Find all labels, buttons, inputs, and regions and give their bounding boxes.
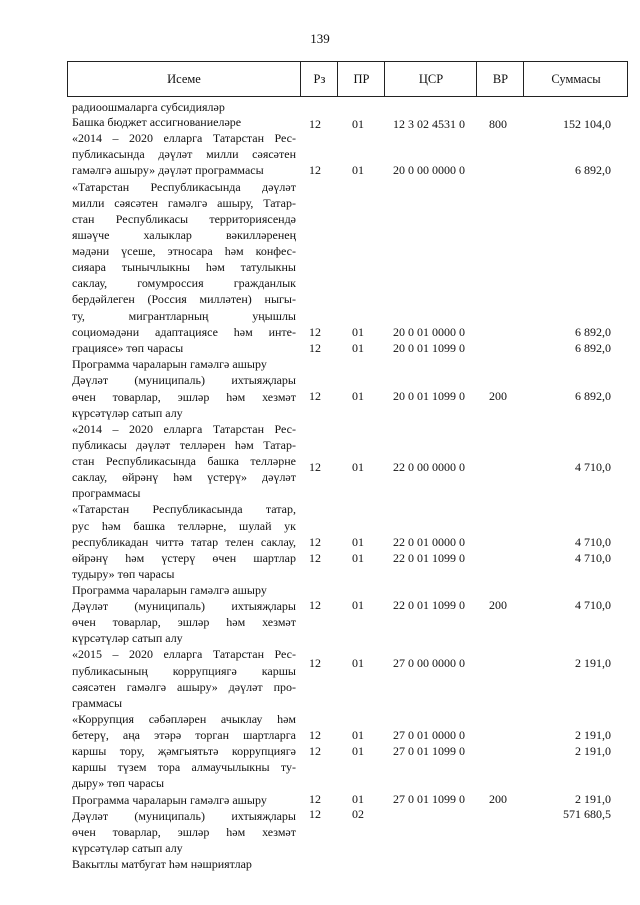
cell-sum: 2 191,0 bbox=[575, 656, 611, 670]
table-header bbox=[67, 61, 628, 97]
cell-sum: 2 191,0 bbox=[575, 744, 611, 758]
name-line: милли сәясәтен гамәлгә ашыру, Татар- bbox=[72, 196, 296, 210]
cell-pr: 01 bbox=[352, 792, 364, 806]
name-line: гамәлгә ашыру» дәүләт программасы bbox=[72, 163, 264, 177]
name-line: социомәдәни адаптациясе һәм инте- bbox=[72, 325, 296, 339]
cell-vr: 200 bbox=[489, 792, 507, 806]
name-line: мәдәни үсеше, этносара һәм конфес- bbox=[72, 244, 296, 258]
cell-csr: 12 3 02 4531 0 bbox=[393, 117, 465, 131]
cell-csr: 22 0 01 0000 0 bbox=[393, 535, 465, 549]
cell-rz: 12 bbox=[309, 744, 321, 758]
cell-csr: 20 0 01 1099 0 bbox=[393, 389, 465, 403]
name-line: бердәйлеген (Россия милләтен) ныгы- bbox=[72, 292, 296, 306]
cell-pr: 01 bbox=[352, 325, 364, 339]
name-line: өйрәнү һәм үстерү өчен шартлар bbox=[72, 551, 296, 565]
cell-rz: 12 bbox=[309, 807, 321, 821]
header-rz: Рз bbox=[300, 62, 338, 96]
name-line: стан Республикасында башка телләрне bbox=[72, 454, 296, 468]
name-line: «Коррупция сәбәпләрен ачыклау һәм bbox=[72, 712, 296, 726]
cell-sum: 571 680,5 bbox=[563, 807, 611, 821]
cell-sum: 2 191,0 bbox=[575, 792, 611, 806]
name-line: каршы тору, җәмгыятьтә коррупциягә bbox=[72, 744, 296, 758]
name-line: Башка бюджет ассигнованиеләре bbox=[72, 115, 242, 129]
cell-pr: 01 bbox=[352, 341, 364, 355]
name-line: дыру» төп чарасы bbox=[72, 776, 165, 790]
name-line: публикасының коррупциягә каршы bbox=[72, 664, 296, 678]
name-line: грациясе» төп чарасы bbox=[72, 341, 184, 355]
header-sum: Суммасы bbox=[523, 62, 628, 96]
cell-rz: 12 bbox=[309, 389, 321, 403]
header-name: Исеме bbox=[167, 72, 201, 86]
cell-sum: 6 892,0 bbox=[575, 389, 611, 403]
cell-rz: 12 bbox=[309, 535, 321, 549]
cell-csr: 20 0 01 0000 0 bbox=[393, 325, 465, 339]
header-pr: ПР bbox=[337, 62, 385, 96]
cell-sum: 4 710,0 bbox=[575, 535, 611, 549]
name-line: Вакытлы матбугат һәм нәшриятлар bbox=[72, 857, 252, 871]
cell-sum: 6 892,0 bbox=[575, 341, 611, 355]
name-line: Программа чараларын гамәлгә ашыру bbox=[72, 793, 267, 807]
cell-csr: 27 0 01 1099 0 bbox=[393, 792, 465, 806]
cell-pr: 01 bbox=[352, 163, 364, 177]
cell-sum: 4 710,0 bbox=[575, 598, 611, 612]
name-line: «2015 – 2020 елларга Татарстан Рес- bbox=[72, 647, 296, 661]
cell-sum: 6 892,0 bbox=[575, 325, 611, 339]
name-line: яшәүче халыклар вәкилләренең bbox=[72, 228, 296, 242]
name-line: республикадан читтә татар телен саклау, bbox=[72, 535, 296, 549]
cell-pr: 02 bbox=[352, 807, 364, 821]
cell-pr: 01 bbox=[352, 535, 364, 549]
cell-rz: 12 bbox=[309, 460, 321, 474]
name-line: сияара тынычлыкны һәм татулыкны bbox=[72, 260, 296, 274]
name-line: өчен товарлар, эшләр һәм хезмәт bbox=[72, 390, 296, 404]
name-line: каршы түзем тора алмаучылыкны ту- bbox=[72, 760, 296, 774]
cell-csr: 27 0 01 0000 0 bbox=[393, 728, 465, 742]
cell-csr: 22 0 00 0000 0 bbox=[393, 460, 465, 474]
name-line: публикасында дәүләт милли сәясәтен bbox=[72, 147, 296, 161]
cell-pr: 01 bbox=[352, 744, 364, 758]
name-line: саклау, гомумроссия гражданлык bbox=[72, 276, 296, 290]
cell-vr: 200 bbox=[489, 598, 507, 612]
cell-rz: 12 bbox=[309, 551, 321, 565]
cell-vr: 200 bbox=[489, 389, 507, 403]
name-line: күрсәтүләр сатып алу bbox=[72, 631, 183, 645]
cell-pr: 01 bbox=[352, 656, 364, 670]
cell-rz: 12 bbox=[309, 728, 321, 742]
cell-rz: 12 bbox=[309, 117, 321, 131]
cell-pr: 01 bbox=[352, 460, 364, 474]
cell-sum: 6 892,0 bbox=[575, 163, 611, 177]
name-line: граммасы bbox=[72, 696, 123, 710]
name-line: «Татарстан Республикасында татар, bbox=[72, 502, 296, 516]
name-line: күрсәтүләр сатып алу bbox=[72, 841, 183, 855]
cell-csr: 27 0 00 0000 0 bbox=[393, 656, 465, 670]
header-vr: ВР bbox=[476, 62, 524, 96]
cell-csr: 20 0 01 1099 0 bbox=[393, 341, 465, 355]
name-line: «Татарстан Республикасында дәүләт bbox=[72, 180, 296, 194]
name-line: Программа чараларын гамәлгә ашыру bbox=[72, 357, 267, 371]
cell-rz: 12 bbox=[309, 656, 321, 670]
name-line: публикасы дәүләт телләрен һәм Татар- bbox=[72, 438, 296, 452]
cell-csr: 22 0 01 1099 0 bbox=[393, 551, 465, 565]
name-line: радиоошмаларга субсидияләр bbox=[72, 100, 225, 114]
name-line: «2014 – 2020 елларга Татарстан Рес- bbox=[72, 422, 296, 436]
cell-sum: 4 710,0 bbox=[575, 460, 611, 474]
cell-rz: 12 bbox=[309, 598, 321, 612]
name-line: өчен товарлар, эшләр һәм хезмәт bbox=[72, 825, 296, 839]
cell-sum: 2 191,0 bbox=[575, 728, 611, 742]
name-line: бетерү, аңа этәрә торган шартларга bbox=[72, 728, 296, 742]
name-line: күрсәтүләр сатып алу bbox=[72, 406, 183, 420]
header-csr: ЦСР bbox=[384, 62, 477, 96]
cell-pr: 01 bbox=[352, 598, 364, 612]
cell-rz: 12 bbox=[309, 163, 321, 177]
name-line: «2014 – 2020 елларга Татарстан Рес- bbox=[72, 131, 296, 145]
cell-rz: 12 bbox=[309, 341, 321, 355]
cell-vr: 800 bbox=[489, 117, 507, 131]
name-line: ту, мигрантларның уңышлы bbox=[72, 309, 296, 323]
cell-csr: 27 0 01 1099 0 bbox=[393, 744, 465, 758]
name-line: саклау, өйрәнү һәм үстерү» дәүләт bbox=[72, 470, 296, 484]
cell-rz: 12 bbox=[309, 792, 321, 806]
cell-sum: 4 710,0 bbox=[575, 551, 611, 565]
name-line: рус һәм башка телләрне, шулай ук bbox=[72, 519, 296, 533]
name-line: стан Республикасы территориясендә bbox=[72, 212, 296, 226]
cell-csr: 22 0 01 1099 0 bbox=[393, 598, 465, 612]
name-line: сәясәтен гамәлгә ашыру» дәүләт про- bbox=[72, 680, 296, 694]
name-line: Дәүләт (муниципаль) ихтыяҗлары bbox=[72, 599, 296, 613]
cell-csr: 20 0 00 0000 0 bbox=[393, 163, 465, 177]
cell-pr: 01 bbox=[352, 389, 364, 403]
name-line: Дәүләт (муниципаль) ихтыяҗлары bbox=[72, 373, 296, 387]
name-line: Дәүләт (муниципаль) ихтыяҗлары bbox=[72, 809, 296, 823]
name-line: өчен товарлар, эшләр һәм хезмәт bbox=[72, 615, 296, 629]
page-number: 139 bbox=[310, 31, 330, 46]
cell-sum: 152 104,0 bbox=[563, 117, 611, 131]
name-line: Программа чараларын гамәлгә ашыру bbox=[72, 583, 267, 597]
name-line: тудыру» төп чарасы bbox=[72, 567, 175, 581]
cell-pr: 01 bbox=[352, 117, 364, 131]
name-line: программасы bbox=[72, 486, 141, 500]
cell-pr: 01 bbox=[352, 728, 364, 742]
cell-rz: 12 bbox=[309, 325, 321, 339]
cell-pr: 01 bbox=[352, 551, 364, 565]
